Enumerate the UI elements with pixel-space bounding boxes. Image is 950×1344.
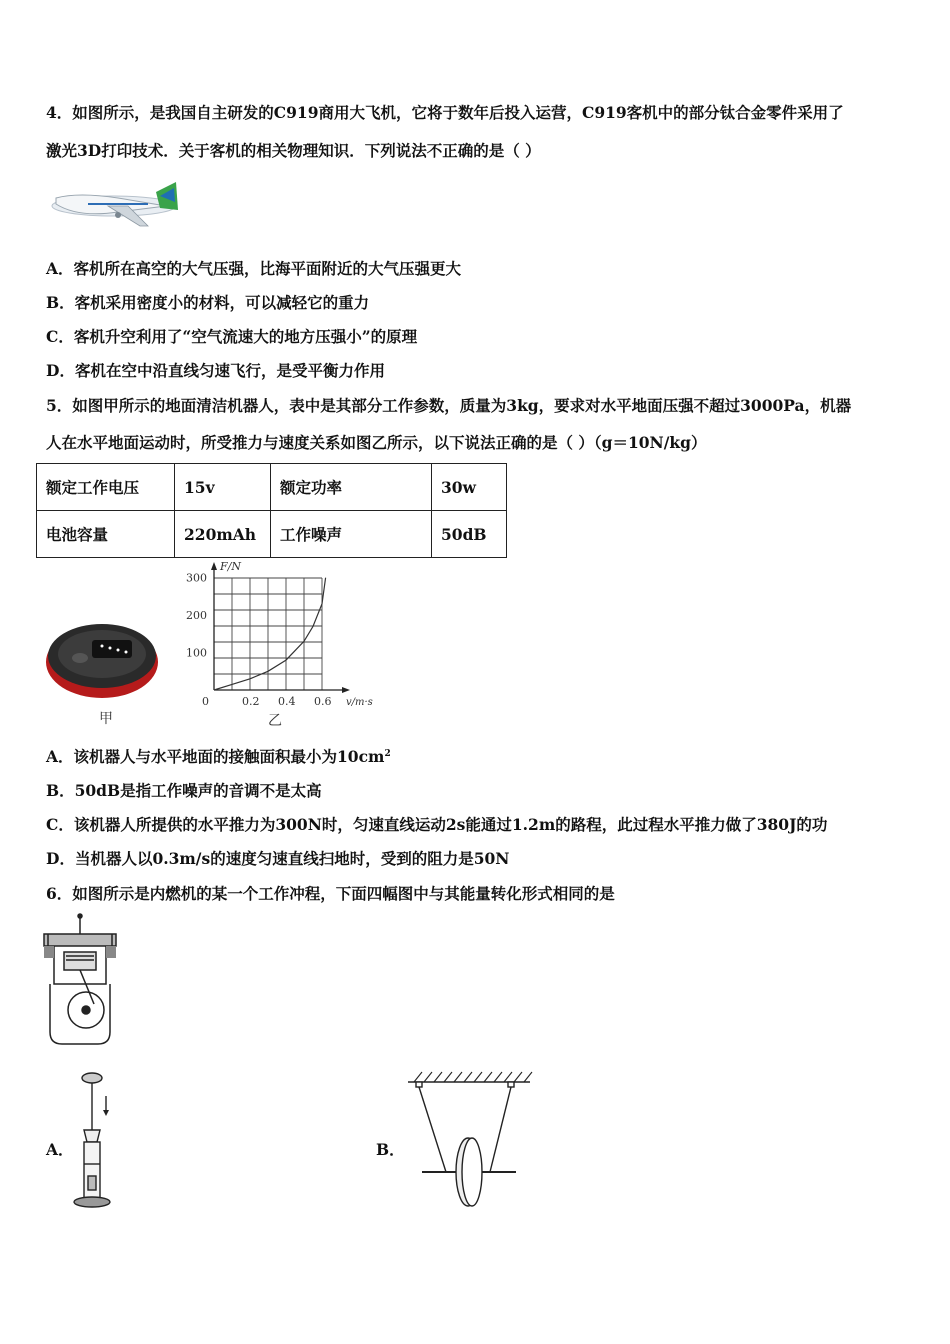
- q5-stem-line2: 人在水平地面运动时，所受推力与速度关系如图乙所示，以下说法正确的是（ ）（g＝10N/kg）: [46, 433, 707, 452]
- q4-option-c: C．客机升空利用了“空气流速大的地方压强小”的原理: [46, 327, 418, 346]
- q6-stem: 6．如图所示是内燃机的某一个工作冲程，下面四幅图中与其能量转化形式相同的是: [46, 884, 615, 903]
- table-row: [37, 511, 507, 558]
- hatch-line: [514, 1072, 522, 1082]
- chart-x-tick-label: 0.4: [278, 695, 296, 708]
- q5-option-a: [46, 745, 391, 767]
- chart-y-arrow: [211, 562, 217, 570]
- engine-stroke-diagram: [40, 912, 122, 1048]
- chart-y-tick-label: 200: [186, 609, 207, 623]
- hatch-line: [524, 1072, 532, 1082]
- hatch-line: [434, 1072, 442, 1082]
- table-cell: 30w: [432, 464, 507, 511]
- chart-x-tick-label: 0.2: [242, 695, 260, 708]
- hatch-line: [484, 1072, 492, 1082]
- caption-yi: 乙: [268, 713, 282, 729]
- chart-xlabel: v/m·s: [346, 697, 373, 708]
- hatch-line: [444, 1072, 452, 1082]
- chart-y-tick-label: 300: [186, 571, 207, 585]
- table-cell: 工作噪声: [271, 511, 432, 558]
- caption-jia: 甲: [99, 711, 113, 727]
- airplane-image: [48, 178, 180, 234]
- q4-stem-line1: 4．如图所示，是我国自主研发的C919商用大飞机，它将于数年后投入运营，C919客机中的部分钛合金零件采用了: [46, 103, 844, 122]
- hatch-line: [504, 1072, 512, 1082]
- q4-stem-line2: 激光3D打印技术．关于客机的相关物理知识．下列说法不正确的是（ ）: [46, 141, 541, 160]
- ceiling-hatch: [414, 1072, 532, 1082]
- hatch-line: [454, 1072, 462, 1082]
- table-row: [37, 464, 507, 511]
- table-cell: 额定功率: [271, 464, 432, 511]
- q6-option-b-label: B．: [376, 1140, 405, 1159]
- chart-origin-label: 0: [202, 695, 209, 708]
- chart-series-line: [214, 578, 326, 690]
- q4-option-b: B．客机采用密度小的材料，可以减轻它的重力: [46, 293, 370, 312]
- force-velocity-chart: [178, 556, 378, 736]
- table-cell: 电池容量: [37, 511, 175, 558]
- q5-option-a-text: A．该机器人与水平地面的接触面积最小为10cm: [46, 747, 385, 766]
- q5-option-b: B．50dB是指工作噪声的音调不是太高: [46, 781, 322, 800]
- hatch-line: [474, 1072, 482, 1082]
- q5-option-d: D．当机器人以0.3m/s的速度匀速直线扫地时，受到的阻力是50N: [46, 849, 510, 868]
- q6-option-a-label: A．: [46, 1140, 74, 1159]
- table-cell: 220mAh: [175, 511, 271, 558]
- table-cell: 15v: [175, 464, 271, 511]
- robot-vacuum-image: [44, 610, 162, 702]
- hatch-line: [424, 1072, 432, 1082]
- q4-option-a: A．客机所在高空的大气压强，比海平面附近的大气压强更大: [46, 259, 462, 278]
- table-cell: 50dB: [432, 511, 507, 558]
- chart-ticks: [186, 572, 332, 708]
- hatch-line: [464, 1072, 472, 1082]
- spec-table: [36, 463, 507, 558]
- chart-x-arrow: [342, 687, 350, 693]
- q4-option-d: D．客机在空中沿直线匀速飞行，是受平衡力作用: [46, 361, 385, 380]
- q5-stem-line1: 5．如图甲所示的地面清洁机器人，表中是其部分工作参数，质量为3kg，要求对水平地面压强不超过3000Pa，机器: [46, 396, 852, 415]
- q5-option-a-sup: 2: [384, 748, 391, 759]
- air-compression-pump-image: [70, 1068, 116, 1210]
- chart-y-tick-label: 100: [186, 646, 207, 660]
- chart-grid: [214, 578, 322, 690]
- hatch-line: [414, 1072, 422, 1082]
- hatch-line: [494, 1072, 502, 1082]
- table-cell: 额定工作电压: [37, 464, 175, 511]
- chart-ylabel: F/N: [220, 560, 241, 573]
- rolling-pendulum-image: [404, 1068, 534, 1212]
- chart-x-tick-label: 0.6: [314, 695, 332, 708]
- q5-option-c: C．该机器人所提供的水平推力为300N时，匀速直线运动2s能通过1.2m的路程，此过程水平推力做了380J的功: [46, 815, 828, 834]
